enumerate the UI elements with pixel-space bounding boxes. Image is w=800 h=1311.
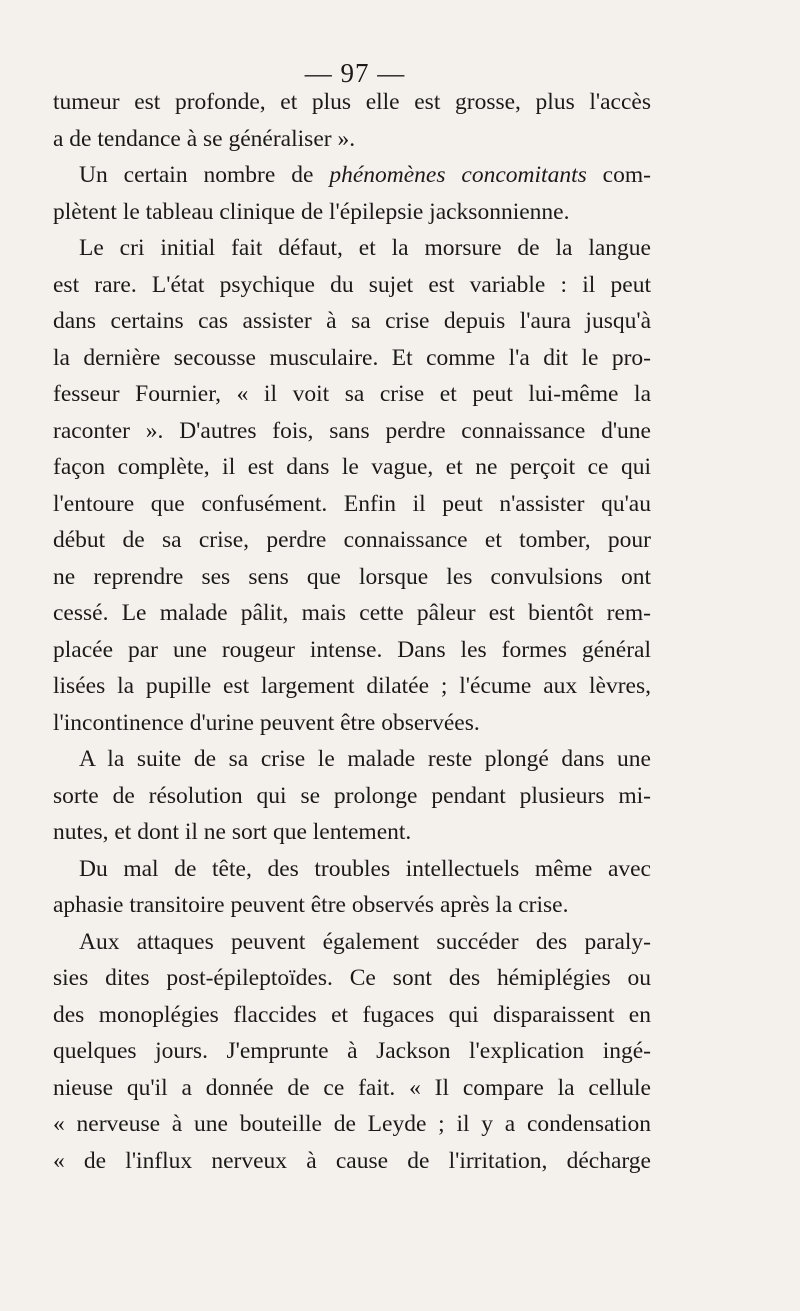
- text-segment: Un certain nombre de: [79, 162, 330, 188]
- text-line: plètent le tableau clinique de l'épilepsie jacksonnienne.: [53, 198, 570, 225]
- text-line: ne reprendre ses sens que lorsque les convulsions ont: [53, 563, 651, 590]
- text-line: façon complète, il est dans le vague, et ne perçoit ce qui: [53, 454, 651, 480]
- text-line: la dernière secousse musculaire. Et comme l'a dit le pro-: [53, 344, 651, 371]
- text-line: placée par une rougeur intense. Dans les formes général: [53, 636, 651, 663]
- body-text: [53, 84, 651, 1179]
- text-line: nutes, et dont il ne sort que lentement.: [53, 819, 412, 845]
- text-line: sorte de résolution qui se prolonge pendant plusieurs mi-: [53, 782, 651, 809]
- text-line: lisées la pupille est largement dilatée ; l'écume aux lèvres,: [53, 673, 651, 699]
- text-line: Du mal de tête, des troubles intellectuels même avec: [79, 855, 651, 882]
- text-line: l'incontinence d'urine peuvent être observées.: [53, 709, 480, 736]
- text-line: tumeur est profonde, et plus elle est grosse, plus l'accès: [53, 89, 651, 115]
- text-line: « de l'influx nerveux à cause de l'irritation, décharge: [53, 1147, 651, 1174]
- text-line: fesseur Fournier, « il voit sa crise et peut lui-même la: [53, 381, 651, 407]
- text-line: a de tendance à se généraliser ».: [53, 125, 356, 152]
- text-line: l'entoure que confusément. Enfin il peut n'assister qu'au: [53, 490, 651, 517]
- text-line: A la suite de sa crise le malade reste plongé dans une: [79, 746, 651, 772]
- text-line: dans certains cas assister à sa crise depuis l'aura jusqu'à: [53, 308, 651, 334]
- text-line: aphasie transitoire peuvent être observés après la crise.: [53, 892, 569, 918]
- text-line: Aux attaques peuvent également succéder des paraly-: [79, 928, 651, 955]
- text-line: quelques jours. J'emprunte à Jackson l'explication ingé-: [53, 1038, 651, 1064]
- text-line: des monoplégies flaccides et fugaces qui disparaissent en: [53, 1001, 651, 1028]
- text-line: est rare. L'état psychique du sujet est variable : il peut: [53, 271, 651, 298]
- text-line: cessé. Le malade pâlit, mais cette pâleur est bientôt rem-: [53, 600, 651, 626]
- text-line: Le cri initial fait défaut, et la morsure de la langue: [79, 235, 651, 261]
- page-number: — 97 —: [304, 58, 406, 88]
- text-line: « nerveuse à une bouteille de Leyde ; il y a condensation: [53, 1111, 651, 1137]
- text-line: sies dites post-épileptoïdes. Ce sont des hémiplégies ou: [53, 965, 651, 991]
- italic-term: phénomènes concomitants: [329, 162, 587, 188]
- text-line: raconter ». D'autres fois, sans perdre connaissance d'une: [53, 417, 651, 444]
- text-line: [53, 157, 651, 194]
- text-line: nieuse qu'il a donnée de ce fait. « Il compare la cellule: [53, 1074, 651, 1101]
- text-line: début de sa crise, perdre connaissance et tomber, pour: [53, 527, 651, 553]
- text-segment: com-: [586, 162, 651, 188]
